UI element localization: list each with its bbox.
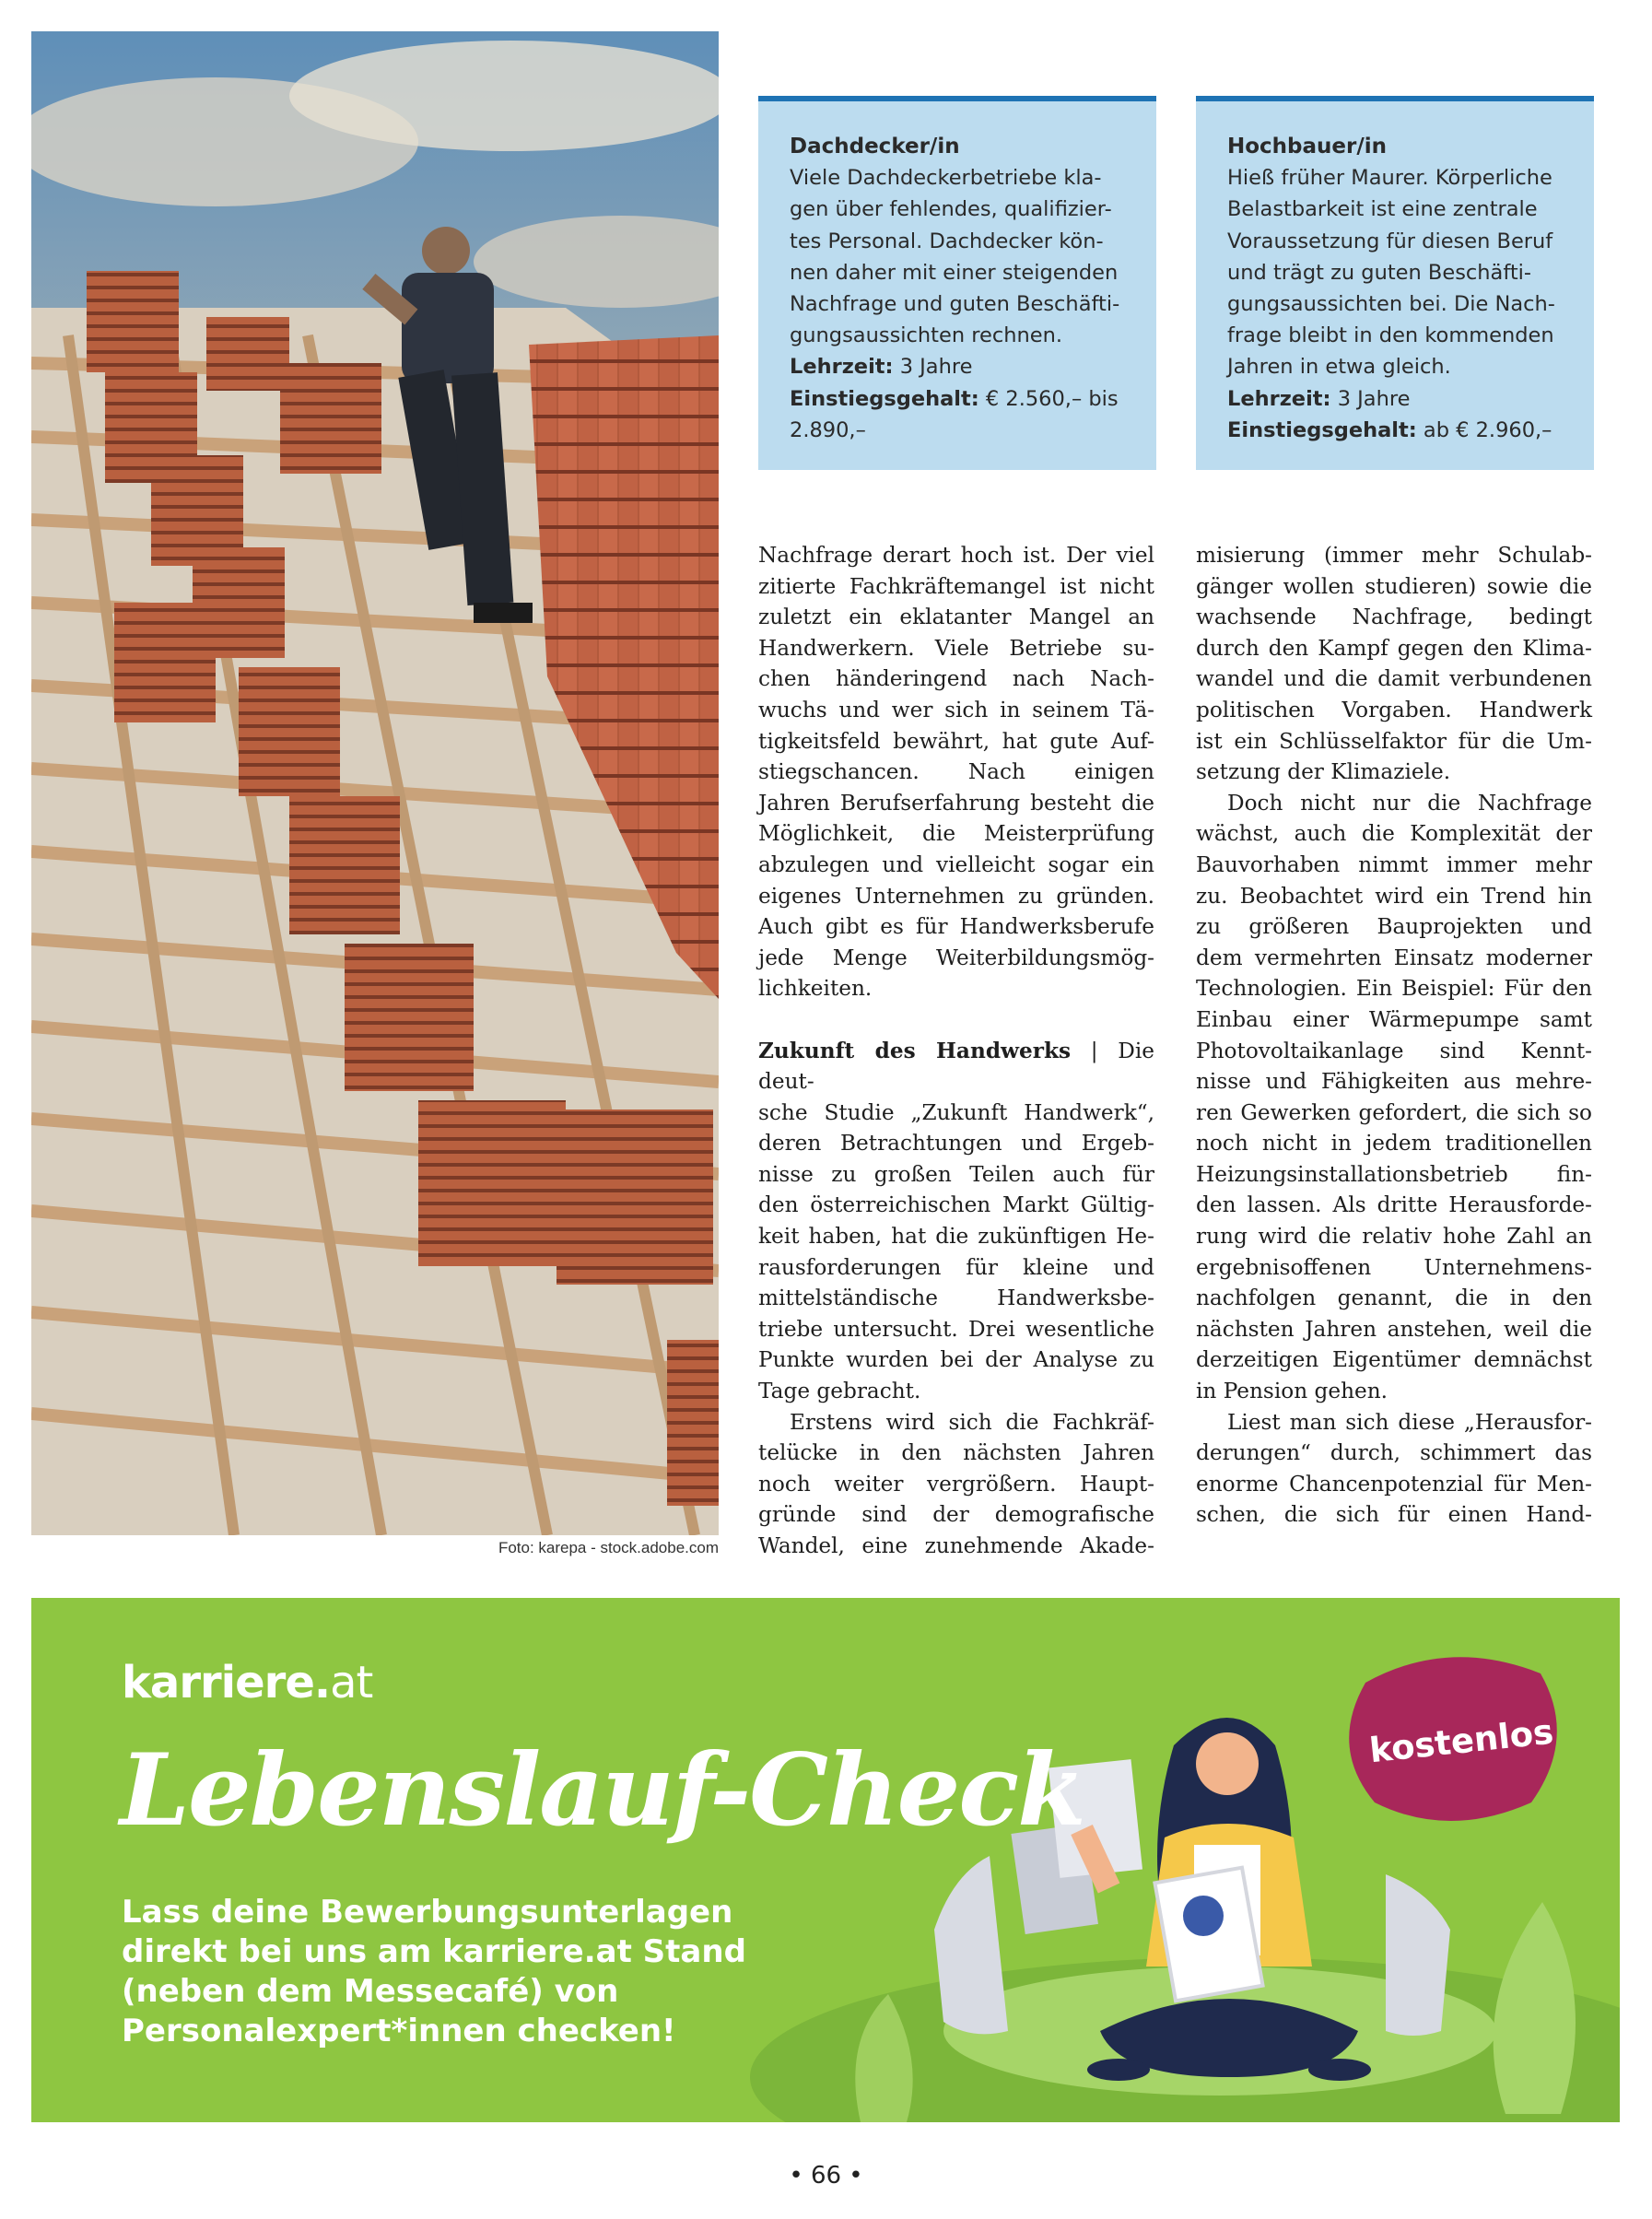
- gehalt-row: [790, 383, 1125, 415]
- article-line: zitierte Fachkräftemangel ist nicht: [758, 573, 1154, 599]
- article-line: triebe untersucht. Drei wesentliche: [758, 1316, 1154, 1342]
- info-box-line: Voraussetzung für diesen Beruf: [1227, 229, 1553, 253]
- gehalt-label: Einstiegsgehalt:: [1227, 417, 1417, 442]
- article-line: rung wird die relativ hohe Zahl an: [1196, 1224, 1592, 1250]
- info-box-hochbauer: [1196, 96, 1594, 470]
- lehrzeit-label: Lehrzeit:: [790, 355, 894, 380]
- article-line: nisse und Fähigkeiten aus mehre-: [1196, 1069, 1592, 1095]
- article-line: Nachfrage derart hoch ist. Der viel: [758, 543, 1154, 568]
- article-line: mittelständische Handwerksbe-: [758, 1286, 1154, 1311]
- article-line: eigenes Unternehmen zu gründen.: [758, 883, 1154, 909]
- info-box-line: Jahren in etwa gleich.: [1227, 355, 1451, 380]
- info-box-line: Belastbarkeit ist eine zentrale: [1227, 197, 1538, 222]
- info-box-line: tes Personal. Dachdecker kön-: [790, 229, 1104, 253]
- info-box-title: Hochbauer/in: [1227, 135, 1388, 158]
- karriere-ad-banner[interactable]: [31, 1598, 1620, 2122]
- article-line: ist ein Schlüsselfaktor für die Um-: [1196, 728, 1592, 754]
- article-line: Erstens wird sich die Fachkräf-: [790, 1409, 1154, 1435]
- brand-suffix: at: [330, 1657, 373, 1708]
- lehrzeit-value: 3 Jahre: [1330, 386, 1411, 411]
- article-column-1: [758, 540, 1154, 1562]
- article-line: den österreichischen Markt Gültig-: [758, 1192, 1154, 1218]
- article-line: Auch gibt es für Handwerksberufe: [758, 914, 1154, 940]
- article-paragraph: [1196, 1407, 1592, 1531]
- article-line: enorme Chancenpotenzial für Men-: [1196, 1471, 1592, 1497]
- gehalt-label: Einstiegsgehalt:: [790, 386, 979, 411]
- article-line: derungen“ durch, schimmert das: [1196, 1440, 1592, 1466]
- ad-text-line: (neben dem Messecafé) von: [122, 1973, 619, 2010]
- article-line: noch weiter vergrößern. Haupt-: [758, 1471, 1154, 1497]
- lehrzeit-row: [1227, 383, 1563, 415]
- article-line: Handwerkern. Viele Betriebe su-: [758, 635, 1154, 661]
- info-box-line: frage bleibt in den kommenden: [1227, 323, 1554, 348]
- article-line: tigkeitsfeld bewährt, hat gute Auf-: [758, 728, 1154, 754]
- article-line: Punkte wurden bei der Analyse zu: [758, 1347, 1154, 1373]
- article-line: abzulegen und vielleicht sogar ein: [758, 851, 1154, 877]
- brand-main: karriere.: [122, 1657, 331, 1708]
- article-line: misierung (immer mehr Schulab-: [1196, 543, 1592, 568]
- article-line: zu. Beobachtet wird ein Trend hin: [1196, 883, 1592, 909]
- article-line: Photovoltaikanlage sind Kennt-: [1196, 1038, 1592, 1063]
- ad-text: [122, 1893, 785, 2051]
- gehalt-value: € 2.560,– bis: [978, 386, 1119, 411]
- info-box-title: Dachdecker/in: [790, 135, 960, 158]
- ad-text-line: Lass deine Bewerbungsunterlagen: [122, 1894, 733, 1931]
- article-line: Jahren Berufserfahrung besteht die: [758, 790, 1154, 816]
- article-line: wuchs und wer sich in seinem Tä-: [758, 697, 1154, 722]
- gehalt-value-continued: 2.890,–: [790, 417, 866, 442]
- article-line: zu größeren Bauprojekten und: [1196, 914, 1592, 940]
- info-box-line: Hieß früher Maurer. Körperliche: [1227, 166, 1552, 191]
- article-line: telücke in den nächsten Jahren: [758, 1440, 1154, 1466]
- karriere-logo: [122, 1657, 372, 1708]
- lehrzeit-row: [790, 351, 1125, 382]
- lehrzeit-value: 3 Jahre: [893, 355, 973, 380]
- article-line: wachsende Nachfrage, bedingt: [1196, 605, 1592, 630]
- info-box-dachdecker: [758, 96, 1156, 470]
- subhead: Zukunft des Handwerks: [758, 1038, 1072, 1063]
- ad-headline: Lebenslauf-Check: [120, 1732, 1084, 1849]
- article-line: nachfolgen genannt, die in den: [1196, 1286, 1592, 1311]
- article-line: ergebnisoffenen Unternehmens-: [1196, 1254, 1592, 1280]
- article-line: Einbau einer Wärmepumpe samt: [1196, 1006, 1592, 1032]
- article-paragraph: [758, 1036, 1154, 1407]
- article-line: gründe sind der demografische: [758, 1502, 1154, 1528]
- article-line: [758, 1036, 1154, 1098]
- info-box-line: gen über fehlendes, qualifizier-: [790, 197, 1112, 222]
- article-paragraph: [758, 1407, 1154, 1562]
- article-line: noch nicht in jedem traditionellen: [1196, 1131, 1592, 1156]
- article-line: Technologien. Ein Beispiel: Für den: [1196, 976, 1592, 1002]
- article-column-2: [1196, 540, 1592, 1531]
- article-line: setzung der Klimaziele.: [1196, 759, 1451, 785]
- article-line: Möglichkeit, die Meisterprüfung: [758, 821, 1154, 847]
- info-box-line: gungsaussichten rechnen.: [790, 323, 1063, 348]
- ad-text-line: direkt bei uns am karriere.at Stand: [122, 1933, 746, 1970]
- ad-text-line: Personalexpert*innen checken!: [122, 2013, 676, 2049]
- article-line: nisse zu großen Teilen auch für: [758, 1161, 1154, 1187]
- article-line: keit haben, hat die zukünftigen He-: [758, 1224, 1154, 1250]
- article-line: politischen Vorgaben. Handwerk: [1196, 697, 1592, 722]
- article-line: stiegschancen. Nach einigen: [758, 759, 1154, 785]
- roofer-photo-illustration: [31, 31, 719, 1535]
- kostenlos-badge: kostenlos: [1367, 1711, 1556, 1771]
- article-line: Bauvorhaben nimmt immer mehr: [1196, 851, 1592, 877]
- info-box-line: Nachfrage und guten Beschäfti-: [790, 292, 1120, 317]
- gehalt-row: [1227, 415, 1563, 446]
- article-line: wandel und die damit verbundenen: [1196, 666, 1592, 692]
- article-line: jede Menge Weiterbildungsmög-: [758, 945, 1154, 970]
- info-box-line: gungsaussichten bei. Die Nach-: [1227, 292, 1555, 317]
- article-line: wächst, auch die Komplexität der: [1196, 821, 1592, 847]
- lehrzeit-label: Lehrzeit:: [1227, 386, 1331, 411]
- article-line: chen händeringend nach Nach-: [758, 666, 1154, 692]
- info-box-line: und trägt zu guten Beschäfti-: [1227, 260, 1532, 285]
- gehalt-value: ab € 2.960,–: [1416, 417, 1552, 442]
- article-paragraph: [758, 540, 1154, 1004]
- roofer-photo: [31, 31, 719, 1535]
- photo-credit: Foto: karepa - stock.adobe.com: [498, 1539, 719, 1556]
- article-line: den lassen. Als dritte Herausforde-: [1196, 1192, 1592, 1218]
- article-line: Doch nicht nur die Nachfrage: [1227, 790, 1592, 816]
- article-line: Heizungsinstallationsbetrieb fin-: [1196, 1161, 1592, 1187]
- article-line: Tage gebracht.: [758, 1379, 921, 1404]
- article-line: nächsten Jahren anstehen, weil die: [1196, 1316, 1592, 1342]
- page-number: • 66 •: [789, 2162, 863, 2190]
- article-line: rausforderungen für kleine und: [758, 1254, 1154, 1280]
- article-line: derzeitigen Eigentümer demnächst: [1196, 1347, 1592, 1373]
- article-line: zuletzt ein eklatanter Mangel an: [758, 605, 1154, 630]
- subhead-separator: |: [1071, 1038, 1119, 1063]
- article-line: Wandel, eine zunehmende Akade-: [758, 1533, 1154, 1558]
- info-box-line: nen daher mit einer steigenden: [790, 260, 1119, 285]
- paragraph-gap: [758, 1004, 1154, 1036]
- article-paragraph: [1196, 788, 1592, 1407]
- info-box-line: Viele Dachdeckerbetriebe kla-: [790, 166, 1102, 191]
- article-paragraph-body: [758, 1098, 1154, 1407]
- article-line: ren Gewerken gefordert, die sich so: [1196, 1099, 1592, 1125]
- article-line: sche Studie „Zukunft Handwerk“,: [758, 1099, 1154, 1125]
- article-line: gänger wollen studieren) sowie die: [1196, 573, 1592, 599]
- article-line-text: Die deut-: [758, 1038, 1154, 1095]
- article-line: schen, die sich für einen Hand-: [1196, 1502, 1592, 1528]
- article-line: in Pension gehen.: [1196, 1379, 1388, 1404]
- article-line: deren Betrachtungen und Ergeb-: [758, 1131, 1154, 1156]
- article-line: Liest man sich diese „Herausfor-: [1227, 1409, 1592, 1435]
- article-line: durch den Kampf gegen den Klima-: [1196, 635, 1592, 661]
- article-paragraph: [1196, 540, 1592, 788]
- article-line: lichkeiten.: [758, 976, 873, 1002]
- article-line: dem vermehrten Einsatz moderner: [1196, 945, 1592, 970]
